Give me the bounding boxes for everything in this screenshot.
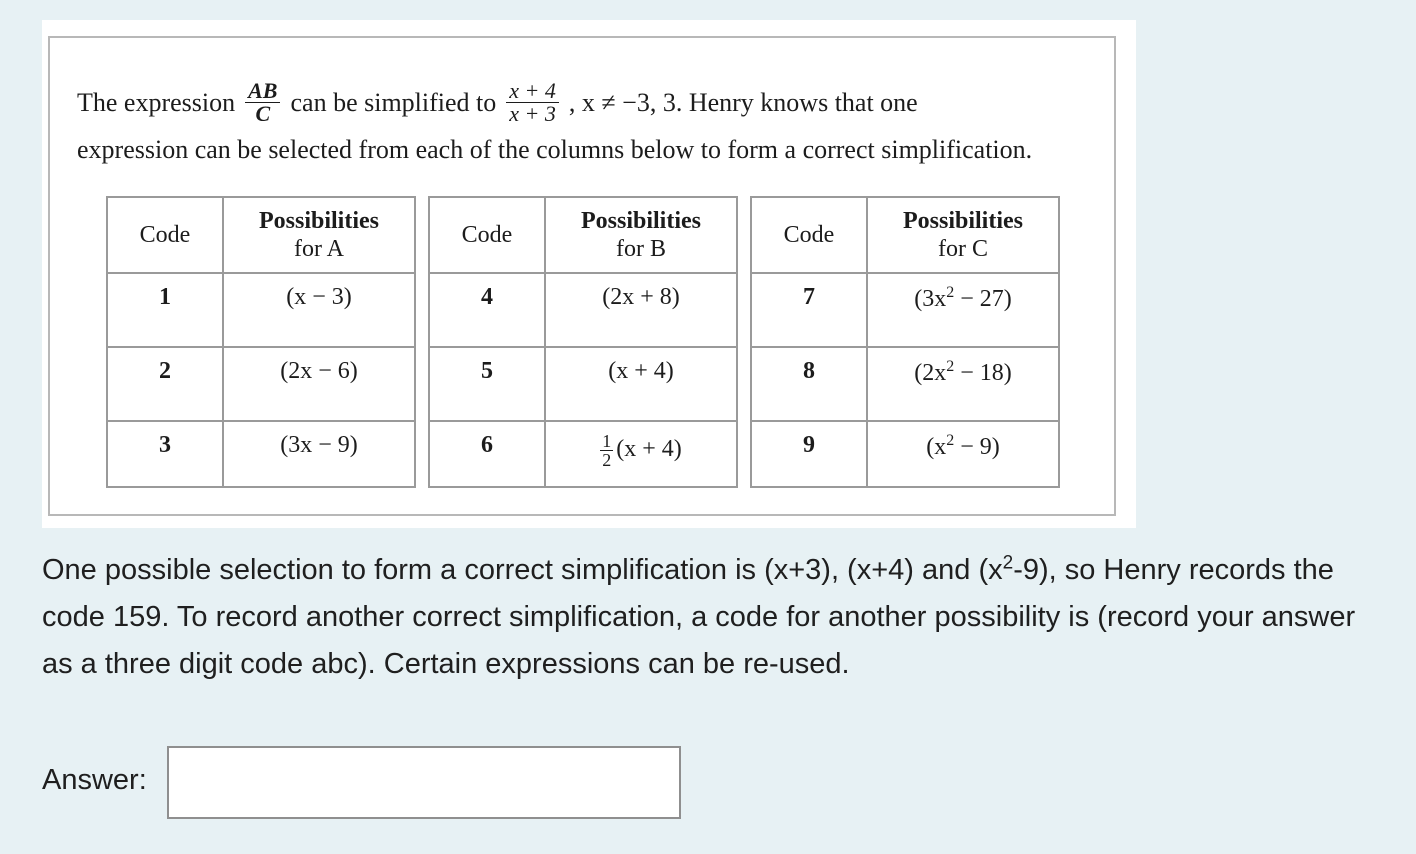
fraction-numerator: AB xyxy=(245,80,280,103)
stem-text-2: can be simplified to xyxy=(290,87,497,117)
code-cell: 7 xyxy=(751,273,867,347)
expression-cell: (x − 3) xyxy=(223,273,415,347)
table-row xyxy=(429,421,737,487)
code-cell: 4 xyxy=(429,273,545,347)
table-row xyxy=(751,421,1059,487)
expression-cell: $(2x^2 - 18)$ xyxy=(867,347,1059,421)
stem-text-3: , x ≠ −3, 3. Henry knows that one xyxy=(568,87,918,117)
code-header: Code xyxy=(751,197,867,273)
expression-cell: (3x − 9) xyxy=(223,421,415,487)
possibilities-header: Possibilities for C xyxy=(867,197,1059,273)
fraction-numerator: x + 4 xyxy=(506,80,559,103)
table-row xyxy=(107,273,415,347)
code-cell: 3 xyxy=(107,421,223,487)
fraction-ab-over-c xyxy=(245,80,280,125)
answer-input[interactable] xyxy=(167,746,681,819)
table-row xyxy=(751,347,1059,421)
table-row xyxy=(429,347,737,421)
expression-cell: $(3x^2 - 27)$ xyxy=(867,273,1059,347)
fraction-simplified xyxy=(506,80,559,125)
table-row xyxy=(107,421,415,487)
fraction-denominator: x + 3 xyxy=(509,101,556,126)
code-header: Code xyxy=(107,197,223,273)
fraction-denominator: C xyxy=(255,101,271,126)
table-row xyxy=(107,347,415,421)
possibilities-header: Possibilities for A xyxy=(223,197,415,273)
code-cell: 5 xyxy=(429,347,545,421)
code-cell: 6 xyxy=(429,421,545,487)
code-header: Code xyxy=(429,197,545,273)
table-possibilities-c xyxy=(750,196,1060,488)
expression-cell: $(x^2 - 9)$ xyxy=(867,421,1059,487)
question-figure xyxy=(42,20,1136,528)
stem-line-1 xyxy=(77,80,918,125)
code-cell: 1 xyxy=(107,273,223,347)
stem-line-2: expression can be selected from each of the columns below to form a correct simplification. xyxy=(77,135,1033,164)
answer-label: Answer: xyxy=(42,764,147,796)
code-cell: 9 xyxy=(751,421,867,487)
table-possibilities-b xyxy=(428,196,738,488)
expression-cell: (2x − 6) xyxy=(223,347,415,421)
table-possibilities-a xyxy=(106,196,416,488)
expression-cell: (2x + 8) xyxy=(545,273,737,347)
code-cell: 2 xyxy=(107,347,223,421)
table-row xyxy=(751,273,1059,347)
expression-cell: (x + 4) xyxy=(545,347,737,421)
question-prompt: One possible selection to form a correct simplification is (x+3), (x+4) and $(x^2-9)$, so Henry records the code 159. To record another correct simplification, a code for another possibility is (record your answer as a three digit code abc). Certain expressions can be re-used. xyxy=(42,552,1356,680)
half-fraction: $\frac{1}{2}$ xyxy=(602,431,612,470)
expression-cell: $\frac{1}{2}$ (x + 4) xyxy=(545,421,737,487)
table-row xyxy=(429,273,737,347)
stem-text-1: The expression xyxy=(77,87,236,117)
code-cell: 8 xyxy=(751,347,867,421)
possibilities-header: Possibilities for B xyxy=(545,197,737,273)
